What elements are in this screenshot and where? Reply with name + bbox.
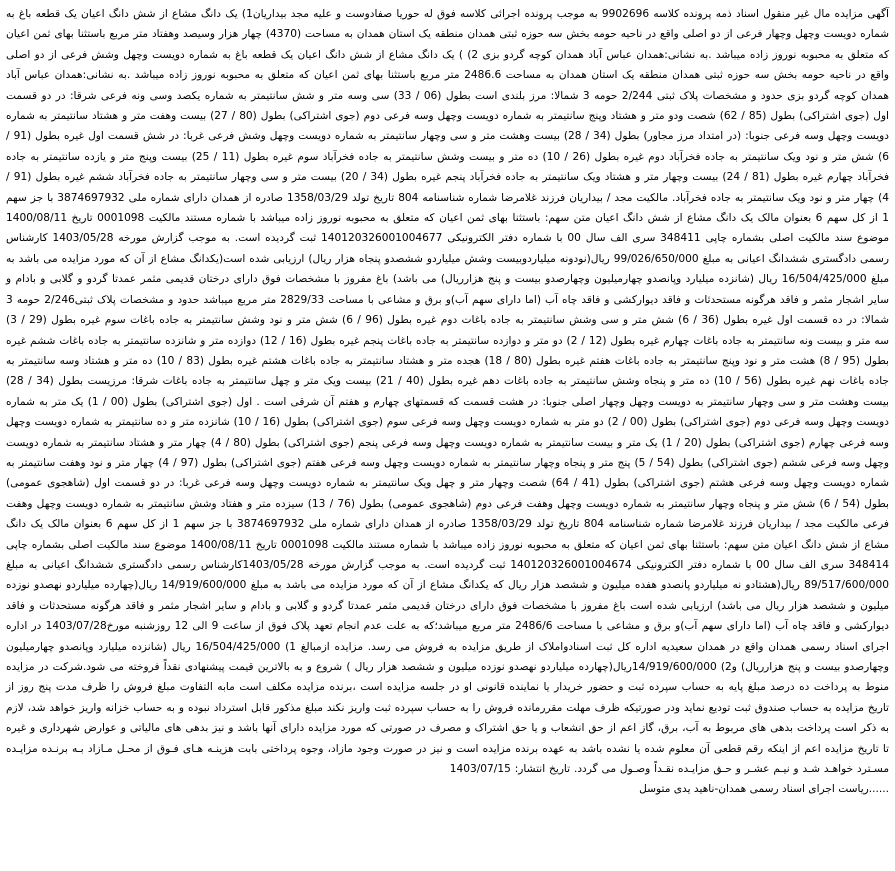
auction-notice-text: آگهی مزایده مال غیر منقول اسناد ذمه پرونده کلاسه 9902696 به موجب پرونده اجرائی کلاسه فوق له حوریا صفادوست و علیه مجد بیداریان1) یک دانگ مشاع از شش دانگ اعیان یک قطعه باغ به شماره دویست وچهل وچهار فرعی از دو اصلی واقع در ناحیه حومه بخش سه حوزه ثبتی همدان منطقه یک استان همدان به مساحت (4370) چهار هزار وسیصد وهفتاد متر مربع باستثنا بهای ثمن اعیان که متعلق به محبوبه نوروز زاده میباشد .به نشانی:همدان عباس آباد همدان کوچه گردو بزی 2) ) یک دانگ مشاع از شش دانگ اعیان یک قطعه باغ به شماره دویست وچهل وشش فرعی از دو اصلی واقع در ناحیه حومه بخش سه حوزه ثبتی همدان منطقه یک استان همدان به مساحت 2486.6 متر مربع باستثنا بهای ثمن اعیان که متعلق به محبوبه نوروز زاده میباشد .به نشانی:همدان عباس آباد همدان کوچه گردو بزی حدود و مشخصات پلاک ثبتی 2/244 حومه 3 شمالا: مرز بلندی است بطول (06 / 33) سی وسه متر و شش سانتیمتر به شماره یکصد وسی ونه فرعی شرقا: در دو قسمت اول (جوی اشتراکی) بطول (85 / 62) شصت ودو متر و هشتاد وپنج سانتیمتر به شماره دویست وچهل وسه فرعی دوم (جوی اشتراکی) بطول (80 / 27) بیست وهفت متر و هشتاد سانتیمتر به شماره دویست وچهل وسه فرعی جنوبا: (در امتداد مرز مجاور) بطول (34 / 28) بیست وهشت متر و سی وچهار سانتیمتر به شماره دویست وچهل وشش فرعی غربا: در شش قسمت اول غیره بطول (91 / 6) شش متر و نود ویک سانتیمتر به جاده فخرآباد دوم غیره بطول (26 / 10) ده متر و بیست وشش سانتیمتر به جاده فخرآباد سوم غیره بطول (11 / 25) بیست وپنج متر و یازده سانتیمتر به جاده فخرآباد چهارم غیره بطول (81 / 24) بیست وچهار متر و هشتاد ویک سانتیمتر به جاده فخرآباد پنجم غیره بطول (34 / 20) بیست متر و سی وچهار سانتیمتر به جاده فخرآباد ششم غیره بطول (91 / 4) چهار متر و نود ویک سانتیمتر به جاده فخرآباد. مالکیت مجد / بیداریان فرزند غلامرضا شماره شناسنامه 804 تاریخ تولد 1358/03/29 صادره از همدان دارای شماره ملی 3874697932 با جز سهم 1 از کل سهم 6 بعنوان مالک یک دانگ مشاع از شش دانگ اعیان متن سهم: باستثنا بهای ثمن اعیان که متعلق به محبوبه نوروز زاده میباشد با شماره مستند مالکیت 0001098 تاریخ 1400/08/11 موضوع سند مالکیت اصلی بشماره چاپی 348411 سری الف سال 00 با شماره دفتر الکترونیکی 140120326001004677 ثبت گردیده است. به موجب گزارش مورخه 1403/05/28 کارشناس رسمی دادگستری ششدانگ اعیانی به مبلغ 99/026/650/000 ریال(نودونه میلیاردوبیست وشش میلیاردو ششصدو پنجاه هزار ریال) ارزیابی شده است(یکدانگ مشاع از آن که مورد مزایده می باشد به مبلغ 16/504/425/000 ریال (شانزده میلیارد وپانصدو چهارمیلیون وچهارصدو بیست و پنج هزارریال) می باشد) باغ مفروز با مشخصات فوق دارای درختان قدیمی مثمر عمدتا گردو و گلابی و بادام و سایر اشجار مثمر و فاقد هرگونه مستحدثات و فاقد دیوارکشی و فاقد چاه آب (اما دارای سهم آب)و برق و مشاعی با مساحت 2829/33 متر مربع میباشد حدود و مشخصات پلاک ثبتی2/246 حومه 3 شمالا: در ده قسمت اول غیره بطول (36 / 6) شش متر و سی وشش سانتیمتر به جاده باغات دوم غیره بطول (96 / 6) شش متر و نود وشش سانتیمتر به جاده باغات سوم غیره بطول (29 / 3) سه متر و بیست ونه سانتیمتر به جاده باغات چهارم غیره بطول (12 / 2) دو متر و دوازده سانتیمتر به جاده باغات پنجم غیره بطول (16 / 12) دوازده متر و شانزده سانتیمتر به جاده باغات ششم غیره بطول (95 / 8) هشت متر و نود وپنج سانتیمتر به جاده باغات هفتم غیره بطول (80 / 18) هجده متر و هشتاد سانتیمتر به جاده باغات هشتم غیره بطول (83 / 10) ده متر و هشتاد وسه سانتیمتر به جاده باغات نهم غیره بطول (56 / 10) ده متر و پنجاه وشش سانتیمتر به جاده باغات دهم غیره بطول (40 / 21) بیست ویک متر و چهل سانتیمتر به جاده باغات شرقا: مرزیست بطول (34 / 28) بیست وهشت متر و سی وچهار سانتیمتر به دویست وچهل وچهار اصلی جنوبا: در هشت قسمت که قسمتهای چهارم و هفتم آن شرقی است . اول (جوی اشتراکی) بطول (00 / 1) یک متر به شماره دویست وچهل وسه فرعی دوم (جوی اشتراکی) بطول (00 / 2) دو متر به شماره دویست وچهل وسه فرعی سوم (جوی اشتراکی) بطول (16 / 10) شانزده متر و ده سانتیمتر به شماره دویست وچهل وسه فرعی چهارم (جوی اشتراکی) بطول (20 / 1) یک متر و بیست سانتیمتر به شماره دویست وچهل وسه فرعی پنجم (جوی اشتراکی) بطول (80 / 4) چهار متر و هشتاد سانتیمتر به شماره دویست وچهل وسه فرعی ششم (جوی اشتراکی) بطول (54 / 5) پنج متر و پنجاه وچهار سانتیمتر به شماره دویست وچهل وسه فرعی هفتم (جوی اشتراکی) بطول (97 / 4) چهار متر و نود وهفت سانتیمتر به شماره دویست وچهل وسه فرعی هشتم (جوی اشتراکی) بطول (41 / 64) شصت وچهار متر و چهل ویک سانتیمتر به شماره دویست وچهل وسه فرعی غربا: در دو قسمت اول (شاهجوی عمومی) بطول (54 / 6) شش متر و پنجاه وچهار سانتیمتر به شماره دویست وچهل وهفت فرعی دوم (شاهجوی عمومی) بطول (76 / 13) سیزده متر و هفتاد وشش سانتیمتر به شماره دویست وچهل وهفت فرعی مالکیت مجد / بیداریان فرزند غلامرضا شماره شناسنامه 804 تاریخ تولد 1358/03/29 صادره از همدان دارای شماره ملی 3874697932 با جز سهم 1 از کل سهم 6 بعنوان مالک یک دانگ مشاع از شش دانگ اعیان متن سهم: باستثنا بهای ثمن اعیان که متعلق به محبوبه نوروز زاده میباشد با شماره مستند مالکیت 0001098 تاریخ 1400/08/11 موضوع سند مالکیت اصلی بشماره چاپی 348414 سری الف سال 00 با شماره دفتر الکترونیکی 140120326001004674 ثبت گردیده است. به موجب گزارش مورخه 1403/05/28کارشناس رسمی دادگستری ششدانگ اعیانی به مبلغ 89/517/600/000 ریال(هشتادو نه میلیاردو پانصدو هفده میلیون و ششصد هزار ریال که یکدانگ مشاع از آن که مورد مزایده می باشد به مبلغ 14/919/600/000 ریال(چهارده میلیاردو نهصدو نوزده میلیون و ششصد هزار ریال می باشد) ارزیابی شده است باغ مفروز با مشخصات فوق دارای درختان قدیمی مثمر عمدتا گردو و گلابی و بادام و سایر اشجار مثمر و فاقد هرگونه مستحدثات و فاقد دیوارکشی و فاقد چاه آب (اما دارای سهم آب)و برق و مشاعی با مساحت 2486/6 متر مربع میباشد؛که به علت عدم انجام تعهد پلاک فوق از ساعت 9 الی 12 روزشنبه مورخ1403/07/28 در اداره اجرای اسناد رسمی همدان واقع در همدان سعیدیه اداره کل ثبت اسنادواملاک از طریق مزایده به فروش می رسد. مزایده ازمبالغ 1) 16/504/425/000 ریال (شانزده میلیارد وپانصدو چهارمیلیون وچهارصدو بیست و پنج هزارریال) و2) 14/919/600/000ریال(چهارده میلیاردو نهصدو نوزده میلیون و ششصد هزار ریال ) شروع و به بالاترین قیمت پیشنهادی نقداً فروخته می شود.شرکت در مزایده منوط به پرداخت ده درصد مبلغ پایه به حساب سپرده ثبت و حضور خریدار یا نماینده قانونی او در جلسه مزایده است ،برنده مزایده مکلف است مابه التفاوت مبلغ فروش را ظرف مدت پنج روز از تاریخ مزایده به حساب صندوق ثبت تودیع نماید ودر صورتیکه ظرف مهلت مقررمانده فروش را به حساب سپرده ثبت واریز نکند مبلغ مذکور قابل استرداد نبوده و به حساب خزانه واریز خواهد شد، لازم به ذکر است پرداخت بدهی های مربوط به آب، برق، گاز اعم از حق انشعاب و یا حق اشتراک و مصرف در صورتی که مورد مزایده دارای آنها باشد و نیز بدهی های مالیاتی و عوارض شهرداری و غیره تا تاریخ مزایده اعم از اینکه رقم قطعی آن معلوم شده یا نشده باشد به عهده برنده مزایده است و نیز در صورت وجود مازاد، وجوه پرداختی بابت هزینـه هـای فـوق از محـل مـازاد بـه برنـده مزایـده مسـترد خواهـد شـد و نیـم عشـر و حـق مزایـده نقـداً وصـول مى گردد. تاريخ انتشار: 1403/07/15	[6, 8, 890, 776]
notice-signature: ......رياست اجرای اسناد رسمی همدان-ناهید يدى متوسل	[639, 783, 889, 796]
